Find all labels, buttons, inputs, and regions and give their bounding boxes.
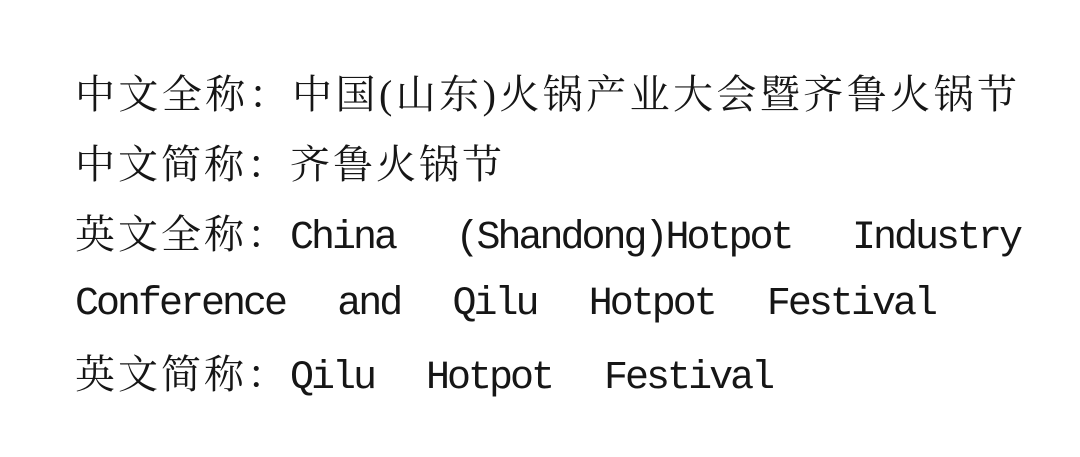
english-short-name-label: 英文简称： <box>75 352 290 397</box>
line-chinese-full-name: 中文全称：中国(山东)火锅产业大会暨齐鲁火锅节 <box>75 72 1020 117</box>
word-segment: Industry <box>851 216 1020 261</box>
line-english-full-name-part2 <box>75 270 935 340</box>
word-segment: Hotpot <box>588 282 715 327</box>
event-name-definitions-block <box>75 60 1020 410</box>
label-and-first-word <box>75 200 395 274</box>
word-segment: Hotpot <box>426 356 553 401</box>
word-segment: China <box>290 216 396 261</box>
word-segment: (Shandong)Hotpot <box>455 216 792 261</box>
word-segment: Qilu <box>290 356 375 401</box>
word-segment: and <box>337 282 401 327</box>
line-chinese-short-name: 中文简称：齐鲁火锅节 <box>75 142 505 187</box>
word-segment: Festival <box>604 356 773 401</box>
word-segment: Conference <box>75 282 286 327</box>
line-english-full-name-part1 <box>75 200 1020 270</box>
english-full-name-label: 英文全称： <box>75 212 290 257</box>
word-segment: Festival <box>766 282 935 327</box>
line-english-short-name <box>75 340 1020 410</box>
label-and-first-word <box>75 340 374 414</box>
word-segment: Qilu <box>452 282 537 327</box>
